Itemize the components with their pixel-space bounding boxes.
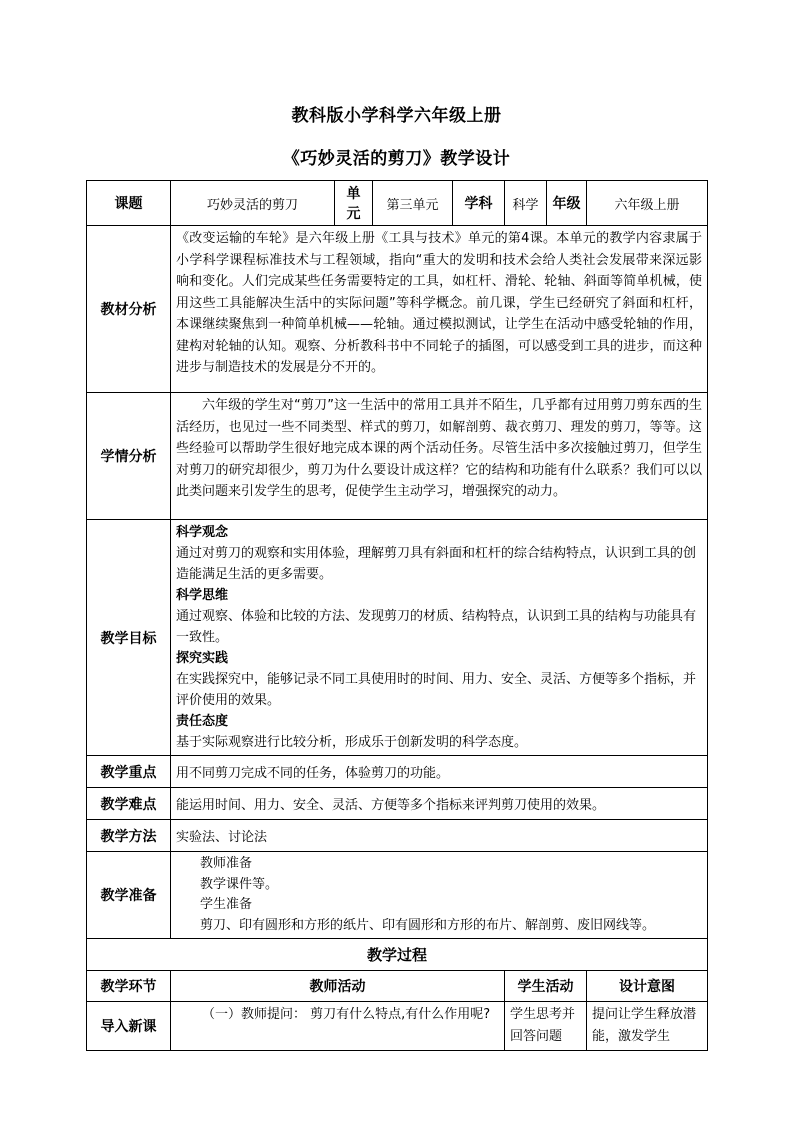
process-row [87,1002,708,1051]
subject-value: 科学 [505,181,547,226]
process-section-row [87,939,708,971]
material-analysis-label: 教材分析 [87,226,171,393]
col-head-stage: 教学环节 [87,971,171,1002]
process-section-title: 教学过程 [87,939,708,971]
prep-line-teacher-heading: 教师准备 [200,856,253,871]
process-column-header-row [87,971,708,1002]
goal-heading-attitude: 责任态度 [176,714,229,729]
key-point-row [87,756,708,788]
student-analysis-label: 学情分析 [87,393,171,520]
document-subtitle: 《巧妙灵活的剪刀》教学设计 [282,149,511,169]
preparation-label: 教学准备 [87,852,171,939]
subject-label: 学科 [453,181,505,226]
header-row [87,181,708,226]
grade-label: 年级 [547,181,587,226]
process-design-intent: 提问让学生释放潜能，激发学生 [587,1002,708,1051]
goal-heading-concept: 科学观念 [176,525,229,540]
teaching-goals-label: 教学目标 [87,520,171,756]
goal-heading-thinking: 科学思维 [176,588,229,603]
method-text: 实验法、讨论法 [171,820,708,852]
preparation-row [87,852,708,939]
unit-value: 第三单元 [373,181,453,226]
topic-label: 课题 [87,181,171,226]
goal-text-concept: 通过对剪刀的观察和实用体验，理解剪刀具有斜面和杠杆的综合结构特点，认识到工具的创造能满足生活的更多需要。 [176,546,697,582]
key-point-text: 用不同剪刀完成不同的任务，体验剪刀的功能。 [171,756,708,788]
student-analysis-row [87,393,708,520]
col-head-intent: 设计意图 [587,971,708,1002]
student-analysis-text: 六年级的学生对“剪刀”这一生活中的常用工具并不陌生，几乎都有过用剪刀剪东西的生活经历，也见过一些不同类型、样式的剪刀，如解剖剪、裁衣剪刀、理发的剪刀，等等。这些经验可以帮助学生很好地完成本课的两个活动任务。尽管生活中多次接触过剪刀，但学生对剪刀的研究却很少，剪刀为什么要设计成这样？它的结构和功能有什么联系？我们可以以此类问题来引发学生的思考，促使学生主动学习，增强探究的动力。 [176,398,703,499]
prep-line-teacher-items: 教学课件等。 [200,876,279,892]
method-label: 教学方法 [87,820,171,852]
prep-line-student-items: 剪刀、印有圆形和方形的纸片、印有圆形和方形的布片、解剖剪、废旧网线等。 [200,917,656,933]
prep-line-student-heading: 学生准备 [200,897,253,912]
material-analysis-text: 《改变运输的车轮》是六年级上册《工具与技术》单元的第4课。本单元的教学内容隶属于小学科学课程标准技术与工程领域，指向“重大的发明和技术会给人类社会发展带来深远影响和变化。人们完成某些任务需要特定的工具，如杠杆、滑轮、轮轴、斜面等简单机械，使用这些工具能解决生活中的实际问题”等科学概念。前几课，学生已经研究了斜面和杠杆，本课继续聚焦到一种简单机械——轮轴。通过模拟测试，让学生在活动中感受轮轴的作用，建构对轮轴的认知。观察、分析教科书中不同轮子的插图，可以感受到工具的进步，而这种进步与制造技术的发展是分不开的。 [176,231,703,375]
document-title: 教科版小学科学六年级上册 [291,106,502,126]
material-analysis-row [87,226,708,393]
difficult-point-row [87,788,708,820]
teaching-goals-row [87,520,708,756]
grade-value: 六年级上册 [587,181,708,226]
col-head-student: 学生活动 [505,971,587,1002]
method-row [87,820,708,852]
key-point-label: 教学重点 [87,756,171,788]
topic-value: 巧妙灵活的剪刀 [171,181,335,226]
goal-text-thinking: 通过观察、体验和比较的方法、发现剪刀的材质、结构特点，认识到工具的结构与功能具有一致性。 [176,609,697,645]
lesson-plan-table [86,180,708,1051]
difficult-point-text: 能运用时间、用力、安全、灵活、方便等多个指标来评判剪刀使用的效果。 [171,788,708,820]
process-teacher-activity: （一）教师提问： 剪刀有什么特点,有什么作用呢? [171,1002,505,1051]
col-head-teacher: 教师活动 [171,971,505,1002]
difficult-point-label: 教学难点 [87,788,171,820]
unit-label: 单元 [335,181,373,226]
goal-heading-practice: 探究实践 [176,651,229,666]
goal-text-attitude: 基于实际观察进行比较分析，形成乐于创新发明的科学态度。 [176,735,528,750]
process-student-activity: 学生思考并回答问题 [505,1002,587,1051]
process-stage: 导入新课 [87,1002,171,1051]
goal-text-practice: 在实践探究中，能够记录不同工具使用时的时间、用力、安全、灵活、方便等多个指标，并评价使用的效果。 [176,672,697,708]
